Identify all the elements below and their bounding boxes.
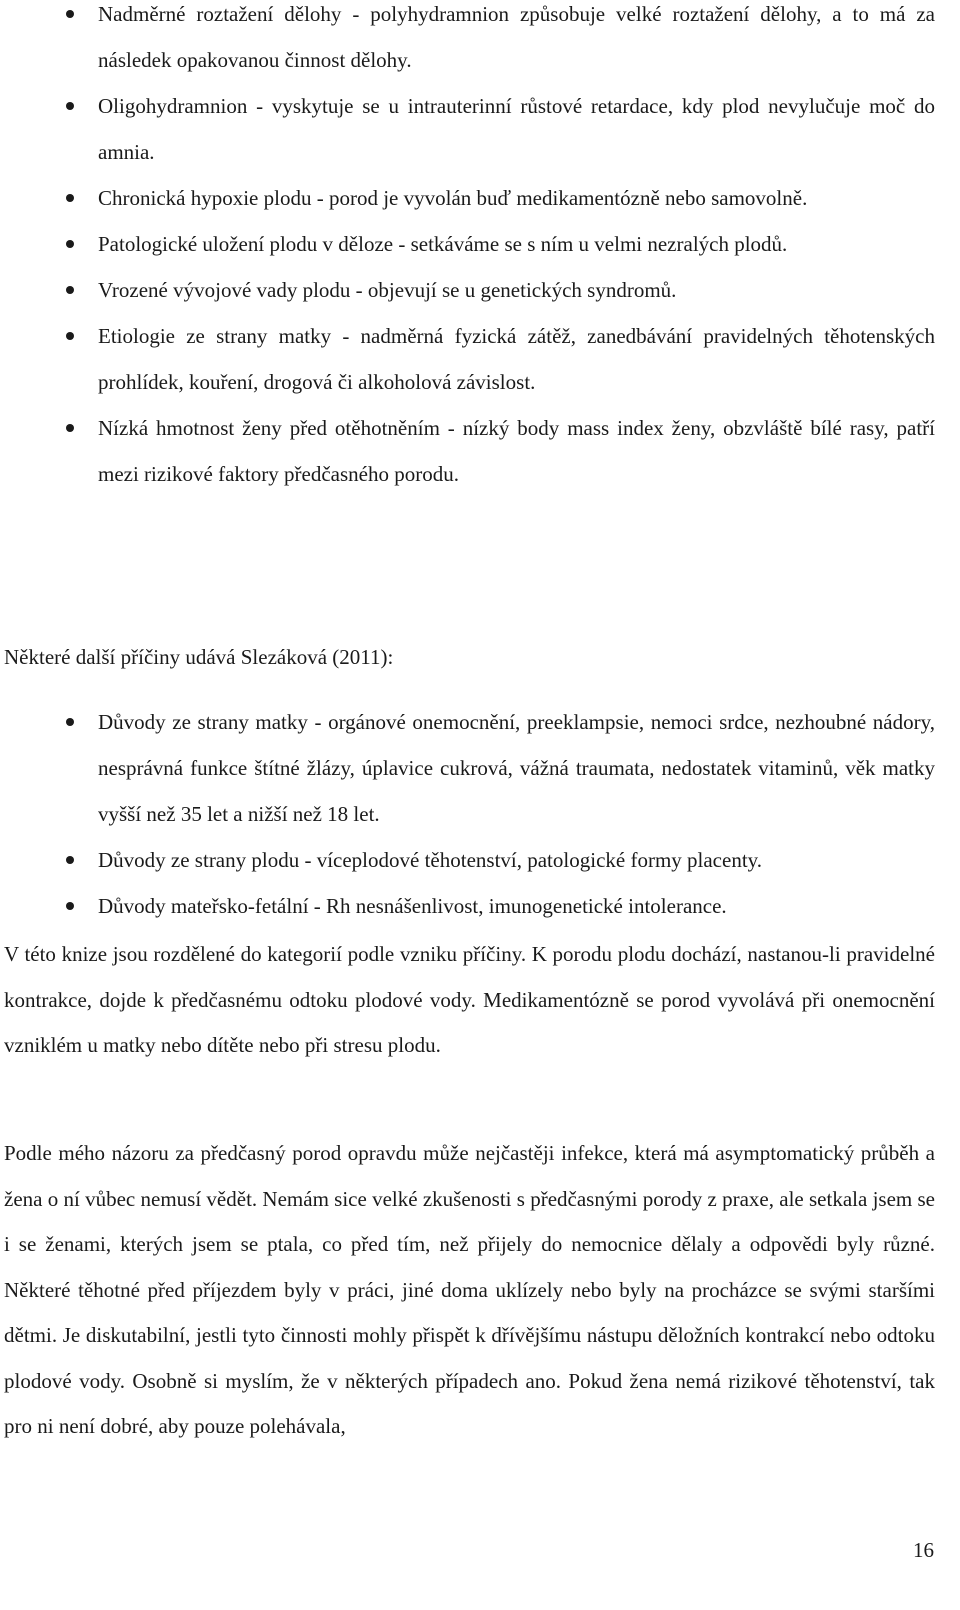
paragraph: Podle mého názoru za předčasný porod opravdu může nejčastěji infekce, která má asymptomatický průběh a žena o ní vůbec nemusí vědět. Nemám sice velké zkušenosti s předčasnými porody z praxe, ale setkala jsem se i se ženami, kterých jsem se ptala, co před tím, než přijely do nemocnice dělaly a odpovědi byly různé. Některé těhotné před příjezdem byly v práci, jiné doma uklízely nebo byly na procházce se svými staršími dětmi. Je diskutabilní, jestli tyto činnosti mohly přispět k dřívějšímu nástupu děložních kontrakcí nebo odtoku plodové vody. Osobně si myslím, že v některých případech ano. Pokud žena nemá rizikové těhotenství, tak pro ni není dobré, aby pouze polehávala,: [4, 1141, 935, 1438]
paragraph: V této knize jsou rozdělené do kategorií podle vzniku příčiny. K porodu plodu dochází, nastanou-li pravidelné kontrakce, dojde k předčasnému odtoku plodové vody. Medikamentózně se porod vyvolává při onemocnění vzniklém u matky nebo dítěte nebo při stresu plodu.: [4, 942, 935, 1057]
list-item: Nadměrné roztažení dělohy - polyhydramnion způsobuje velké roztažení dělohy, a to má za následek opakovanou činnost dělohy.: [0, 0, 960, 83]
list-item: Nízká hmotnost ženy před otěhotněním - nízký body mass index ženy, obzvláště bílé rasy, patří mezi rizikové faktory předčasného porodu.: [0, 405, 960, 497]
list-item: Důvody mateřsko-fetální - Rh nesnášenlivost, imunogenetické intolerance.: [0, 883, 960, 929]
intro-sentence: Některé další příčiny udává Slezáková (2011):: [4, 645, 394, 669]
list-item: Vrozené vývojové vady plodu - objevují se u genetických syndromů.: [0, 267, 960, 313]
list-item: Důvody ze strany plodu - víceplodové těhotenství, patologické formy placenty.: [0, 837, 960, 883]
list-item: Oligohydramnion - vyskytuje se u intrauterinní růstové retardace, kdy plod nevylučuje moč do amnia.: [0, 83, 960, 175]
list-item: Chronická hypoxie plodu - porod je vyvolán buď medikamentózně nebo samovolně.: [0, 175, 960, 221]
list-item: Patologické uložení plodu v děloze - setkáváme se s ním u velmi nezralých plodů.: [0, 221, 960, 267]
list-item: Důvody ze strany matky - orgánové onemocnění, preeklampsie, nemoci srdce, nezhoubné nádory, nesprávná funkce štítné žlázy, úplavice cukrová, vážná traumata, nedostatek vitaminů, věk matky vyšší než 35 let a nižší než 18 let.: [0, 699, 960, 837]
additional-causes-list: [0, 699, 960, 929]
causes-list: [0, 0, 960, 497]
list-item: Etiologie ze strany matky - nadměrná fyzická zátěž, zanedbávání pravidelných těhotenských prohlídek, kouření, drogová či alkoholová závislost.: [0, 313, 960, 405]
page-number: 16: [913, 1538, 934, 1562]
